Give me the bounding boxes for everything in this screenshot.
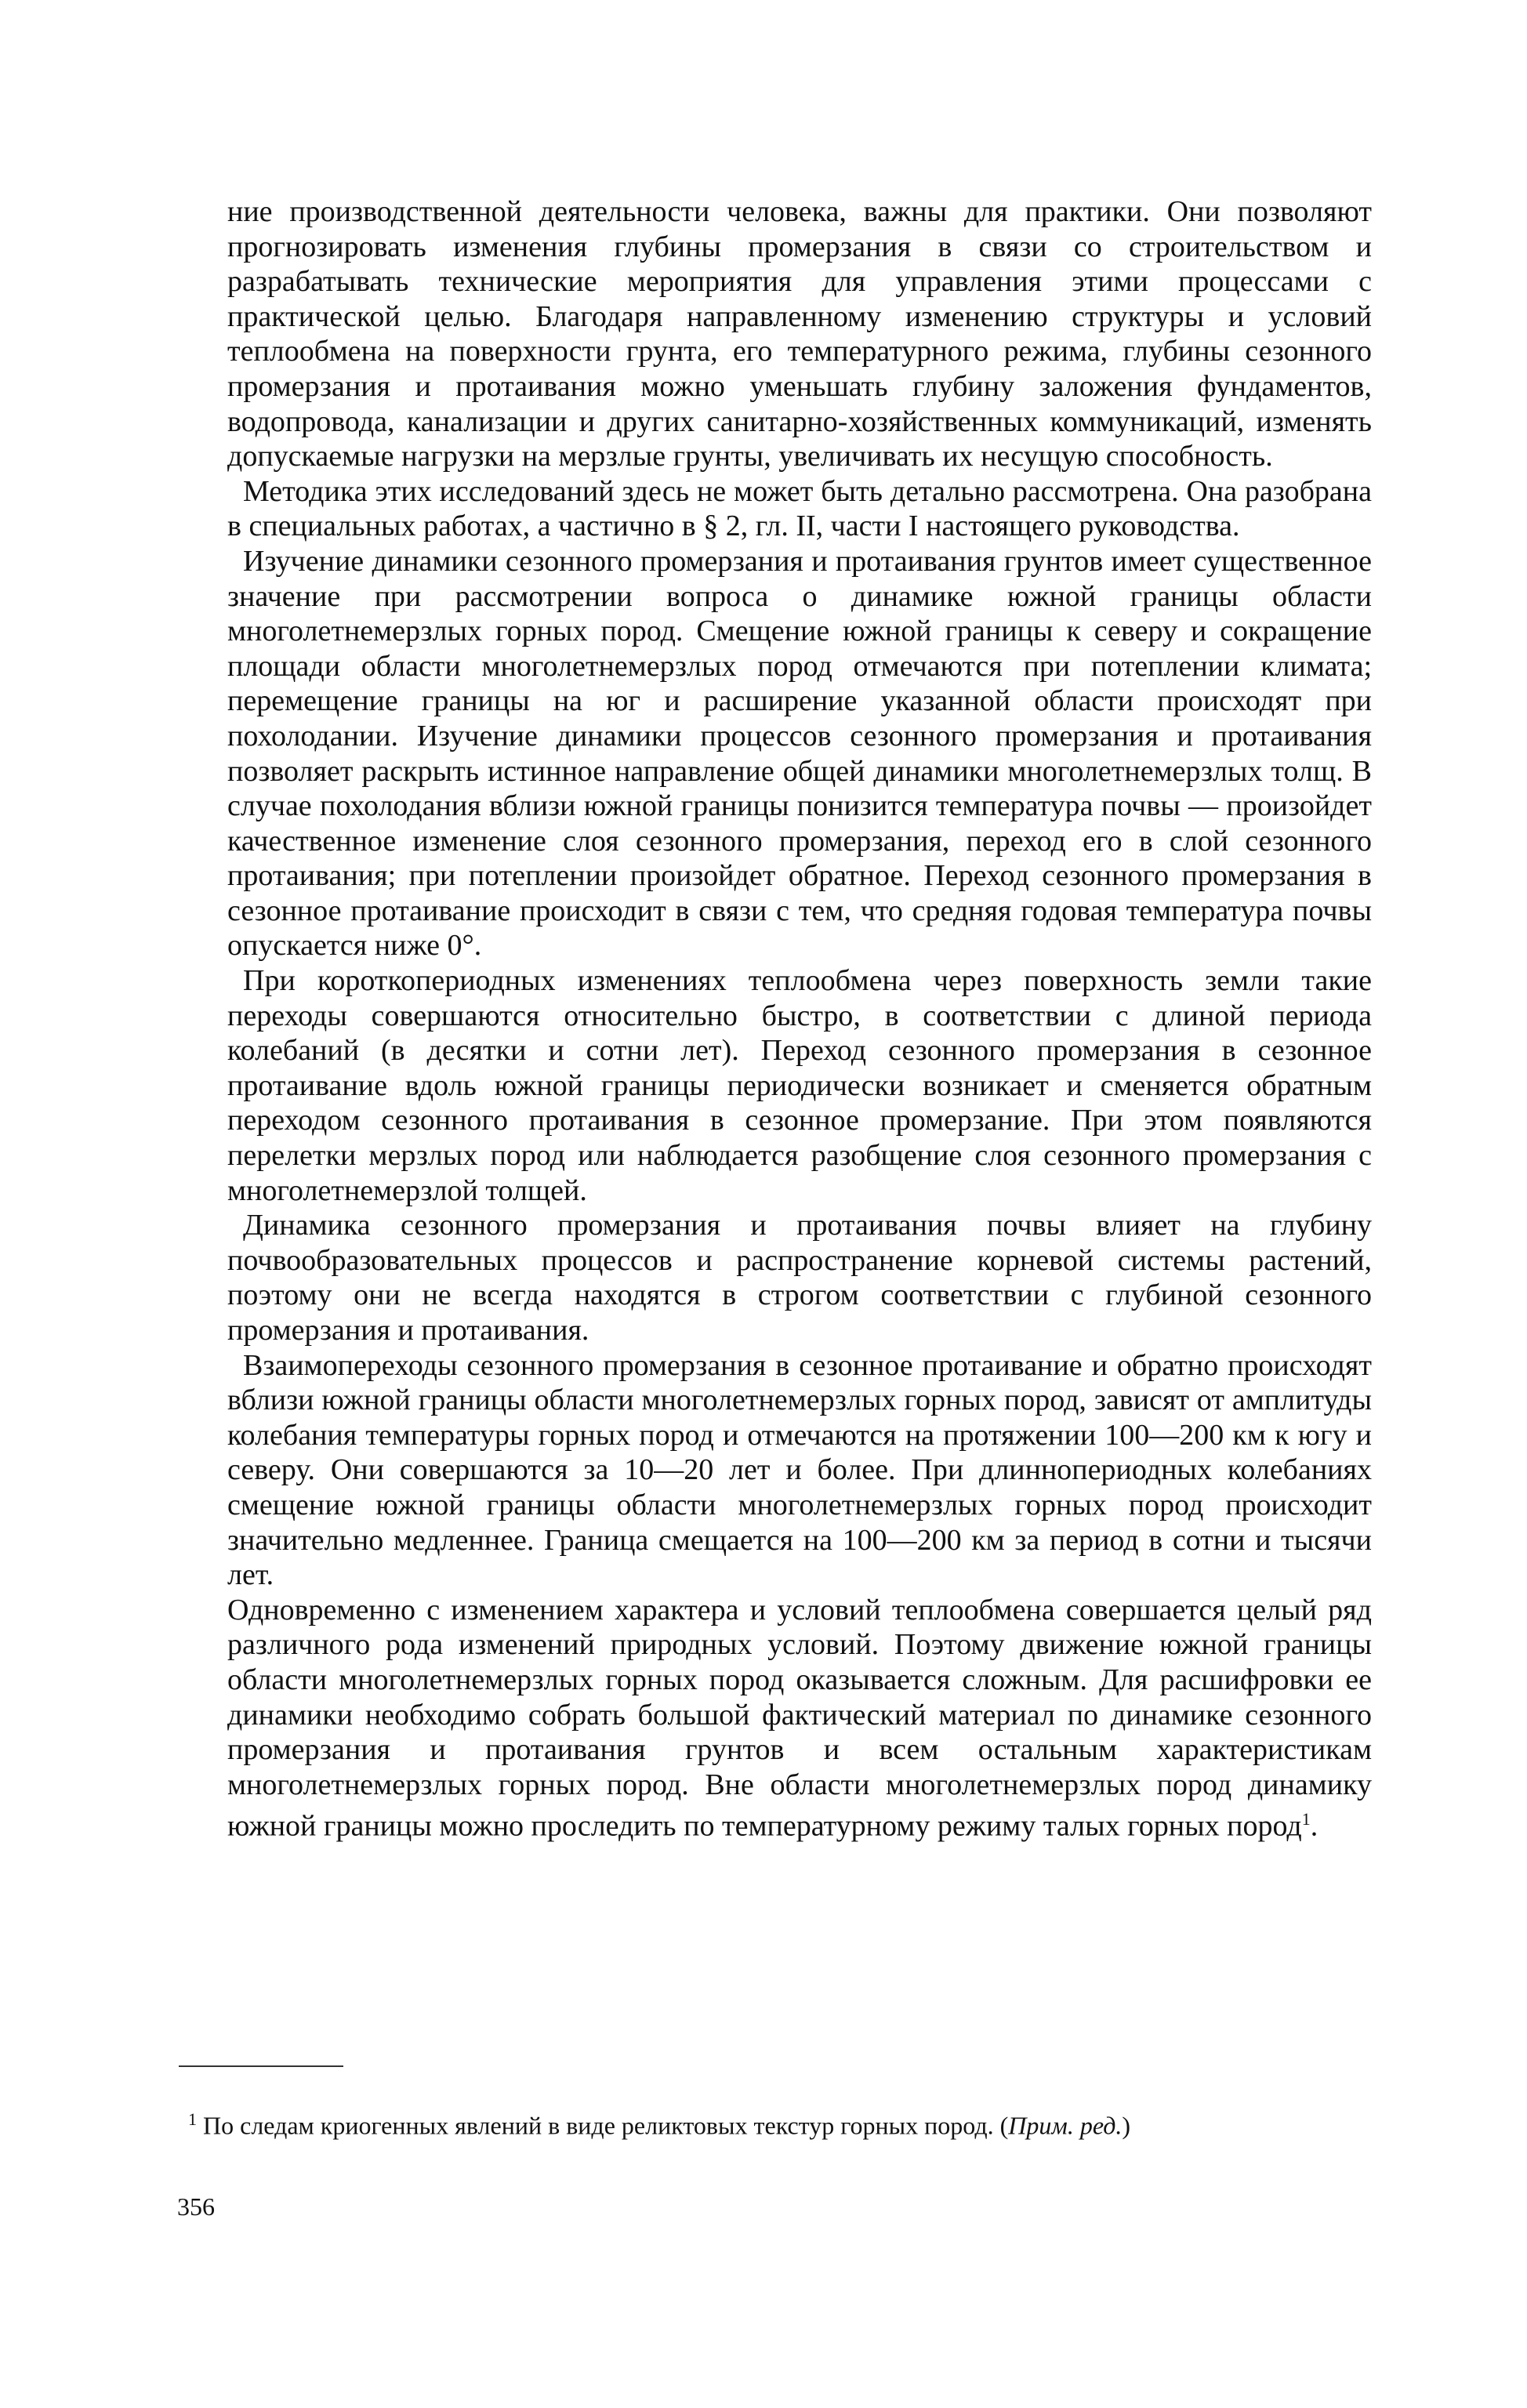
paragraph-7: Одновременно с изменением характера и условий теплообмена совершается целый ряд различного рода изменений природных условий. Поэтому движение южной границы области многолетнемерзлых горных пород оказывается сложным. Для расшифровки ее динамики необходимо собрать большой фактический материал по динамике сезонного промерзания и протаивания грунтов и всем остальным характеристикам многолетнемерзлых горных пород. Вне области многолетнемерзлых пород динамику южной границы можно проследить по температурному режиму талых горных пород$^1$.	[227, 1593, 1372, 1843]
footnote-reference: 1	[1301, 1809, 1311, 1830]
paragraph-1: ние производственной деятельности человека, важны для практики. Они позволяют прогнозировать изменения глубины промерзания в связи со строительством и разрабатывать технические мероприятия для управления этими процессами с практической целью. Благодаря направленному изменению структуры и условий теплообмена на поверхности грунта, его температурного режима, глубины сезонного промерзания и протаивания можно уменьшать глубину заложения фундаментов, водопровода, канализации и других санитарно-хозяйственных коммуникаций, изменять допускаемые нагрузки на мерзлые грунты, увеличивать их несущую способность.	[227, 195, 1372, 473]
paragraph-6: Взаимопереходы сезонного промерзания в сезонное протаивание и обратно происходят вблизи южной границы области многолетнемерзлых горных пород, зависят от амплитуды колебания температуры горных пород и отмечаются на протяжении 100—200 км к югу и северу. Они совершаются за 10—20 лет и более. При длиннопериодных колебаниях смещение южной границы области многолетнемерзлых горных пород происходит значительно медленнее. Граница смещается на 100—200 км за период в сотни и тысячи лет.	[227, 1348, 1372, 1592]
paragraph-7-text: Одновременно с изменением характера и условий теплообмена совершается целый ряд различного рода изменений природных условий. Поэтому движение южной границы области многолетнемерзлых горных пород оказывается сложным. Для расшифровки ее динамики необходимо собрать большой фактический материал по динамике сезонного промерзания и протаивания грунтов и всем остальным характеристикам многолетнемерзлых горных пород. Вне области многолетнемерзлых пород динамику южной границы можно проследить по температурному режиму талых горных пород	[227, 1593, 1372, 1843]
paragraph-4: При короткопериодных изменениях теплообмена через поверхность земли такие переходы совершаются относительно быстро, в соответствии с длиной периода колебаний (в десятки и сотни лет). Переход сезонного промерзания в сезонное протаивание вдоль южной границы периодически возникает и сменяется обратным переходом сезонного протаивания в сезонное промерзание. При этом появляются перелетки мерзлых пород или наблюдается разобщение слоя сезонного промерзания с многолетнемерзлой толщей.	[227, 964, 1372, 1207]
body-text	[227, 194, 1372, 1844]
paragraph-2: Методика этих исследований здесь не может быть детально рассмотрена. Она разобрана в специальных работах, а частично в § 2, гл. II, части I настоящего руководства.	[227, 474, 1372, 543]
footnote-mark: 1	[188, 2109, 197, 2129]
paragraph-3: Изучение динамики сезонного промерзания и протаивания грунтов имеет существенное значение при рассмотрении вопроса о динамике южной границы области многолетнемерзлых горных пород. Смещение южной границы к северу и сокращение площади области многолетнемерзлых пород отмечаются при потеплении климата; перемещение границы на юг и расширение указанной области происходят при похолодании. Изучение динамики процессов сезонного промерзания и протаивания позволяет раскрыть истинное направление общей динамики многолетнемерзлых толщ. В случае похолодания вблизи южной границы понизится температура почвы — произойдет качественное изменение слоя сезонного промерзания, переход его в слой сезонного протаивания; при потеплении произойдет обратное. Переход сезонного промерзания в сезонное протаивание происходит в связи с тем, что средняя годовая температура почвы опускается ниже 0°.	[227, 544, 1372, 963]
footnote-close: )	[1122, 2111, 1131, 2140]
footnote-rule	[179, 2065, 343, 2067]
footnote-text: По следам криогенных явлений в виде реликтовых текстур горных пород. (	[203, 2111, 1009, 2140]
page-number: 356	[177, 2192, 215, 2221]
footnote	[188, 2102, 1380, 2143]
paragraph-5: Динамика сезонного промерзания и протаивания почвы влияет на глубину почвообразовательных процессов и распространение корневой системы растений, поэтому они не всегда находятся в строгом соответствии с глубиной сезонного промерзания и протаивания.	[227, 1209, 1372, 1347]
footnote-note: Прим. ред.	[1008, 2111, 1123, 2140]
